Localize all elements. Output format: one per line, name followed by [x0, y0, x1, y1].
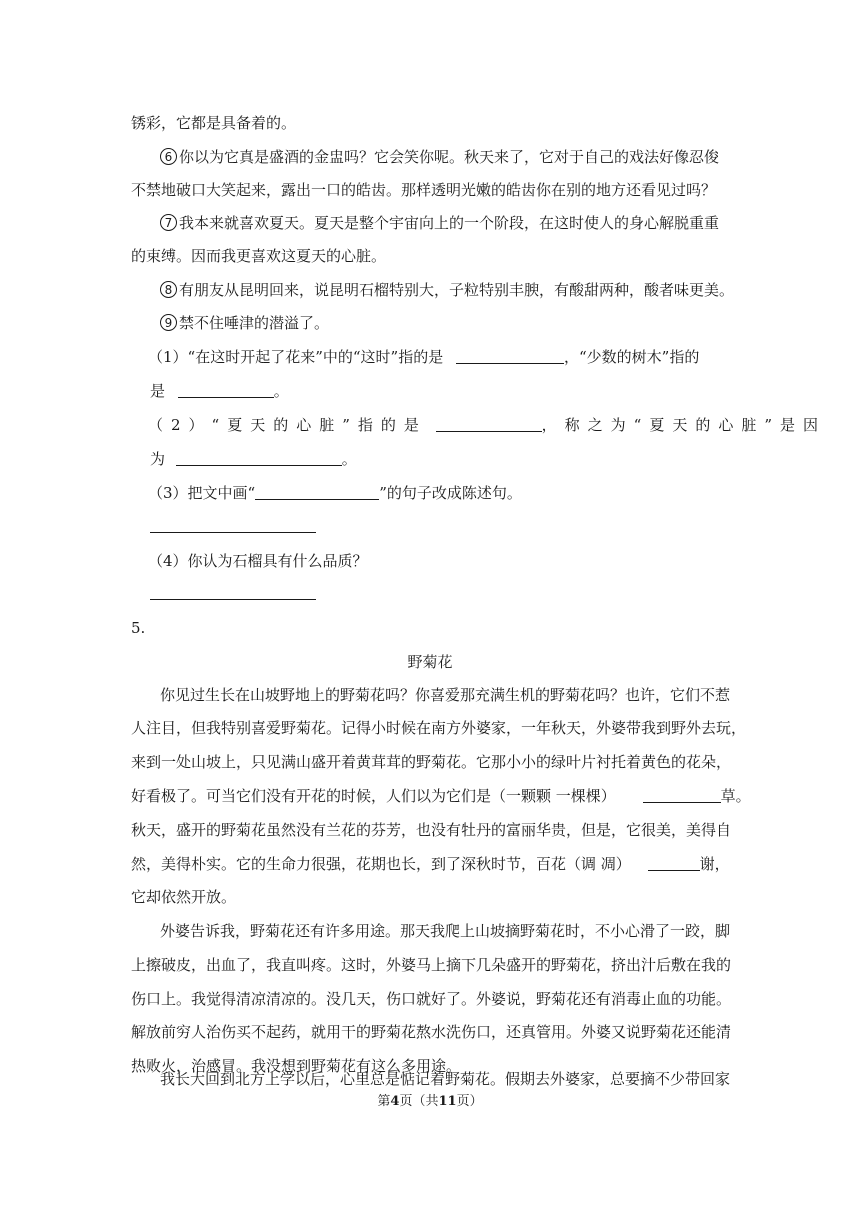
passage-line: 它却依然开放。	[131, 888, 237, 906]
answer-blank[interactable]	[648, 855, 700, 871]
answer-line[interactable]	[150, 532, 316, 533]
passage-line: 解放前穷人治伤买不起药，就用干的野菊花熬水洗伤口，还真管用。外婆又说野菊花还能清	[131, 1023, 732, 1041]
question-2-line-2	[150, 449, 357, 469]
page-footer	[0, 1090, 860, 1109]
total-pages: 11	[438, 1094, 457, 1109]
question-4: （4）你认为石榴具有什么品质？	[148, 552, 368, 570]
passage-line: 我长大回到北方上学以后，心里总是惦记着野菊花。假期去外婆家，总要摘不少带回家	[160, 1070, 731, 1088]
question-1-line-2	[150, 381, 289, 401]
paragraph-number: 7	[160, 214, 177, 231]
question-3	[148, 483, 522, 503]
passage-text: 然，美得朴实。它的生命力很强，花期也长，到了深秋时节，百花（调 凋）	[131, 855, 631, 873]
passage-line: 上擦破皮，出血了，我直叫疼。这时，外婆马上摘下几朵盛开的野菊花，挤出汁后敷在我的	[131, 956, 732, 974]
paragraph-9	[160, 313, 329, 333]
question-text: 。	[273, 382, 289, 400]
answer-blank[interactable]	[643, 787, 721, 803]
paragraph-6-line-2: 不禁地破口大笑起来，露出一口的皓齿。那样透明光嫩的皓齿你在别的地方还看见过吗？	[131, 181, 717, 199]
paragraph-text: 有朋友从昆明回来，说昆明石榴特别大，子粒特别丰腴，有酸甜两种，酸者味更美。	[179, 281, 735, 299]
passage-text: 谢，	[699, 855, 730, 873]
question-text: （1）“在这时开起了花来”中的“这时”指的是	[148, 348, 444, 366]
footer-text: 页）	[456, 1094, 483, 1109]
passage-line: 秋天，盛开的野菊花虽然没有兰花的芬芳，也没有牡丹的富丽华贵，但是，它很美，美得自	[131, 821, 732, 839]
underline-marker	[255, 484, 379, 500]
paragraph-number: 9	[160, 314, 177, 331]
passage-line: 来到一处山坡上，只见满山盛开着黄茸茸的野菊花。它那小小的绿叶片衬托着黄色的花朵，	[131, 753, 732, 771]
passage-line: 你见过生长在山坡野地上的野菊花吗？你喜爱那充满生机的野菊花吗？也许，它们不惹	[160, 686, 731, 704]
passage-line: 锈彩，它都是具备着的。	[131, 114, 297, 132]
paragraph-8	[160, 280, 734, 300]
answer-blank[interactable]	[178, 382, 274, 398]
question-text: 。	[341, 450, 357, 468]
question-1	[148, 347, 699, 367]
paragraph-7-line-2: 的束缚。因而我更喜欢这夏天的心脏。	[131, 247, 387, 265]
paragraph-number: 6	[160, 148, 177, 165]
answer-blank[interactable]	[176, 450, 342, 466]
passage-line: 热败火，治感冒。我没想到野菊花有这么多用途。	[131, 1057, 462, 1075]
question-text: 是	[150, 382, 166, 400]
passage-line: 外婆告诉我，野菊花还有许多用途。那天我爬上山坡摘野菊花时，不小心滑了一跤，脚	[160, 922, 731, 940]
answer-blank[interactable]	[436, 416, 542, 432]
page-number: 4	[390, 1094, 400, 1109]
question-text: （3）把文中画“	[148, 484, 256, 502]
footer-text: 第	[377, 1094, 391, 1109]
answer-blank[interactable]	[456, 348, 564, 364]
passage-line: 伤口上。我觉得清凉清凉的。没几天，伤口就好了。外婆说，野菊花还有消毒止血的功能。	[131, 990, 732, 1008]
question-number: 5.	[131, 619, 146, 637]
question-text: ，“少数的树木”指的	[564, 348, 700, 366]
question-2	[148, 415, 826, 435]
paragraph-text: 我本来就喜欢夏天。夏天是整个宇宙向上的一个阶段，在这时使人的身心解脱重重	[179, 214, 720, 232]
paragraph-6	[160, 147, 719, 167]
footer-text: 页（共	[399, 1094, 439, 1109]
paragraph-text: 你以为它真是盛酒的金盅吗？它会笑你呢。秋天来了，它对于自己的戏法好像忍俊	[179, 148, 720, 166]
question-text: （2）“夏天的心脏”指的是	[148, 416, 427, 434]
passage-line-with-blank	[131, 786, 751, 806]
paragraph-7	[160, 213, 719, 233]
passage-line: 人注目，但我特别喜爱野菊花。记得小时候在南方外婆家，一年秋天，外婆带我到野外去玩，	[131, 719, 747, 737]
paragraph-text: 禁不住唾津的潜溢了。	[179, 314, 330, 332]
paragraph-number: 8	[160, 281, 177, 298]
passage-text: 好看极了。可当它们没有开花的时候，人们以为它们是（一颗颗 一棵棵）	[131, 787, 616, 805]
passage-line-with-blank	[131, 854, 730, 874]
passage-text: 草。	[720, 787, 751, 805]
question-text: ”的句子改成陈述句。	[379, 484, 522, 502]
answer-line[interactable]	[150, 599, 316, 600]
passage-title: 野菊花	[407, 653, 453, 671]
question-text: 为	[150, 450, 166, 468]
question-text: ，称之为“夏天的心脏”是因	[541, 416, 827, 434]
